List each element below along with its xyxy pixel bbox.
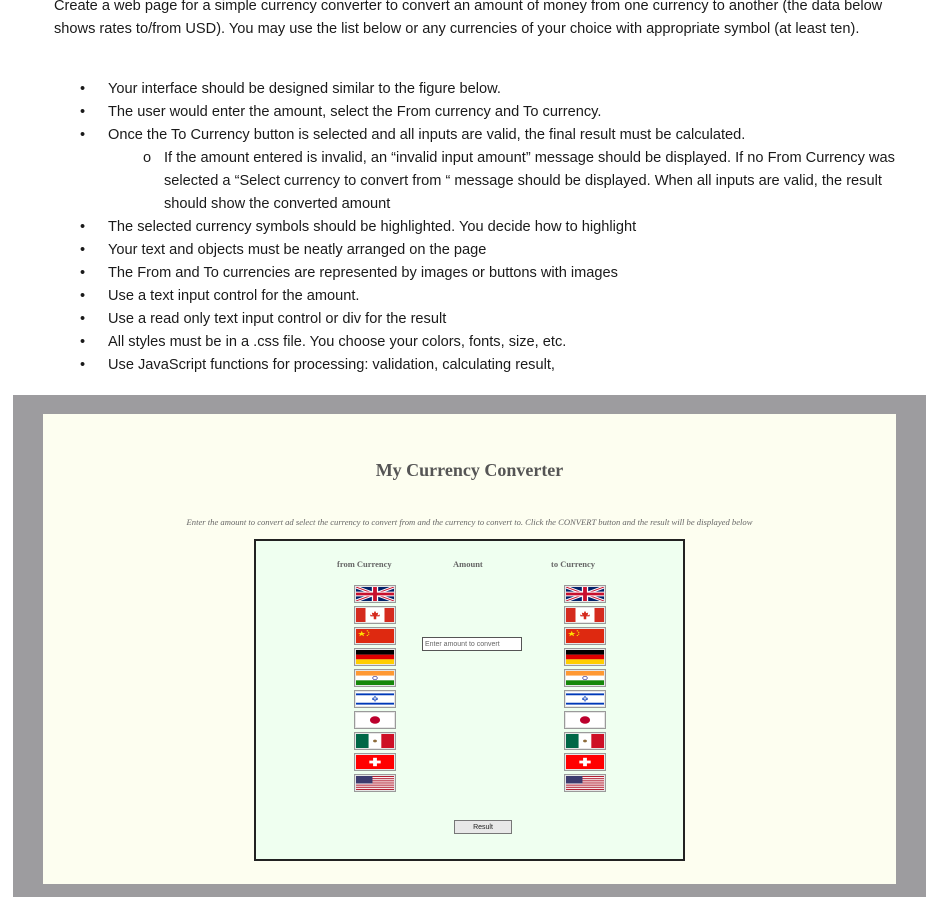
to-usa-flag-button[interactable] xyxy=(564,774,606,792)
uk-flag-icon xyxy=(356,587,394,601)
list-item: • Once the To Currency button is selected and all inputs are valid, the final result must be calculated. xyxy=(0,124,926,147)
bullet-icon: • xyxy=(80,311,86,327)
india-flag-icon xyxy=(566,671,604,685)
converter-page xyxy=(43,414,896,884)
from-israel-flag-button[interactable] xyxy=(354,690,396,708)
mexico-flag-icon xyxy=(356,734,394,748)
requirements-list xyxy=(0,78,926,377)
japan-flag-icon xyxy=(356,713,394,727)
canada-flag-icon xyxy=(566,608,604,622)
list-item: • Your text and objects must be neatly arranged on the page xyxy=(0,239,926,262)
india-flag-icon xyxy=(356,671,394,685)
bullet-icon: • xyxy=(80,104,86,120)
to-canada-flag-button[interactable] xyxy=(564,606,606,624)
china-flag-icon xyxy=(356,629,394,643)
list-item: • Use JavaScript functions for processing: validation, calculating result, xyxy=(0,354,926,377)
converter-panel xyxy=(254,539,685,861)
page-title: My Currency Converter xyxy=(375,460,564,480)
amount-header: Amount xyxy=(453,559,483,569)
germany-flag-icon xyxy=(356,650,394,664)
from-currency-header: from Currency xyxy=(337,559,392,569)
from-canada-flag-button[interactable] xyxy=(354,606,396,624)
instructions-text: Enter the amount to convert ad select the currency to convert from and the currency to convert to. Click the CONVERT button and the result will be displayed below xyxy=(186,517,753,527)
list-item: • Use a text input control for the amount. xyxy=(0,285,926,308)
list-item: • All styles must be in a .css file. You choose your colors, fonts, size, etc. xyxy=(0,331,926,354)
figure-screenshot-frame xyxy=(13,395,926,897)
list-item: • Use a read only text input control or div for the result xyxy=(0,308,926,331)
bullet-icon: • xyxy=(80,357,86,373)
to-india-flag-button[interactable] xyxy=(564,669,606,687)
bullet-icon: • xyxy=(80,219,86,235)
from-usa-flag-button[interactable] xyxy=(354,774,396,792)
sub-list-item: o If the amount entered is invalid, an “invalid input amount” message should be displayed. If no From Currency was selected a “Select currency to convert from “ message should be displayed. When all inputs are valid, the result should show the converted amount xyxy=(0,147,926,216)
from-currency-list xyxy=(354,585,398,795)
canada-flag-icon xyxy=(356,608,394,622)
bullet-icon: • xyxy=(80,242,86,258)
list-item: • The From and To currencies are represented by images or buttons with images xyxy=(0,262,926,285)
list-item: • Your interface should be designed similar to the figure below. xyxy=(0,78,926,101)
to-china-flag-button[interactable] xyxy=(564,627,606,645)
bullet-icon: • xyxy=(80,334,86,350)
japan-flag-icon xyxy=(566,713,604,727)
list-item: • The selected currency symbols should be highlighted. You decide how to highlight xyxy=(0,216,926,239)
to-germany-flag-button[interactable] xyxy=(564,648,606,666)
from-mexico-flag-button[interactable] xyxy=(354,732,396,750)
uk-flag-icon xyxy=(566,587,604,601)
to-currency-header: to Currency xyxy=(551,559,595,569)
to-japan-flag-button[interactable] xyxy=(564,711,606,729)
intro-paragraph: Create a web page for a simple currency converter to convert an amount of money from one currency to another (the data below shows rates to/from USD). You may use the list below or any currencies of your choice with appropriate symbol (at least ten). xyxy=(54,0,883,37)
mexico-flag-icon xyxy=(566,734,604,748)
circle-bullet-icon: o xyxy=(143,150,152,166)
from-switzerland-flag-button[interactable] xyxy=(354,753,396,771)
to-currency-list xyxy=(564,585,608,795)
israel-flag-icon xyxy=(566,692,604,706)
from-germany-flag-button[interactable] xyxy=(354,648,396,666)
bullet-icon: • xyxy=(80,288,86,304)
to-mexico-flag-button[interactable] xyxy=(564,732,606,750)
china-flag-icon xyxy=(566,629,604,643)
bullet-icon: • xyxy=(80,81,86,97)
assignment-document xyxy=(0,0,926,395)
from-india-flag-button[interactable] xyxy=(354,669,396,687)
amount-input[interactable] xyxy=(422,637,522,651)
israel-flag-icon xyxy=(356,692,394,706)
list-item: • The user would enter the amount, select the From currency and To currency. xyxy=(0,101,926,124)
to-uk-flag-button[interactable] xyxy=(564,585,606,603)
usa-flag-icon xyxy=(356,776,394,790)
to-switzerland-flag-button[interactable] xyxy=(564,753,606,771)
to-israel-flag-button[interactable] xyxy=(564,690,606,708)
from-china-flag-button[interactable] xyxy=(354,627,396,645)
result-button[interactable]: Result xyxy=(454,820,512,834)
switzerland-flag-icon xyxy=(566,755,604,769)
germany-flag-icon xyxy=(566,650,604,664)
switzerland-flag-icon xyxy=(356,755,394,769)
bullet-icon: • xyxy=(80,127,86,143)
usa-flag-icon xyxy=(566,776,604,790)
from-japan-flag-button[interactable] xyxy=(354,711,396,729)
bullet-icon: • xyxy=(80,265,86,281)
from-uk-flag-button[interactable] xyxy=(354,585,396,603)
